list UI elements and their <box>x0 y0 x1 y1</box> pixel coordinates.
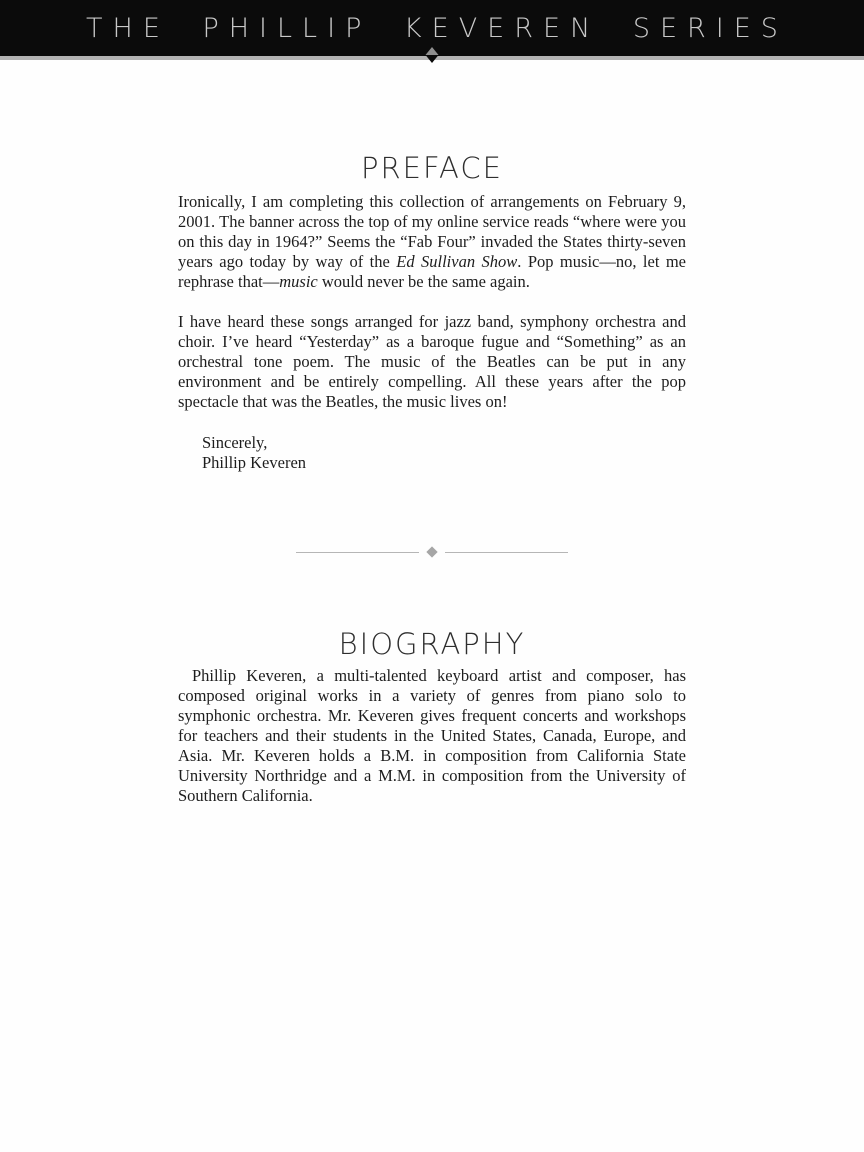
series-title: THE PHILLIP KEVEREN SERIES <box>86 12 788 44</box>
signature-block <box>202 433 686 473</box>
text-run: . Pop music—no, let me rephrase that— <box>178 252 686 291</box>
signature-closing: Sincerely, <box>202 433 268 452</box>
divider-line-left <box>296 552 419 553</box>
biography-paragraph: Phillip Keveren, a multi-talented keyboard artist and composer, has composed original works in a variety of genres from piano solo to symphonic orchestra. Mr. Keveren gives frequent concerts and workshops for teachers and their students in the United States, Canada, Europe, and Asia. Mr. Keveren holds a B.M. in composition from California State University Northridge and a M.M. in composition from the University of Southern California. <box>178 666 686 805</box>
header-diamond-icon <box>425 47 439 63</box>
divider-diamond-icon <box>426 546 437 557</box>
biography-heading: BIOGRAPHY <box>338 627 526 661</box>
divider-line-right <box>445 552 568 553</box>
text-run: Ironically, I am completing this collection of arrangements on February 9, 2001. The banner across the top of my online service reads “where were you on this day in 1964?” Seems the “Fab Four” invaded the States thirty-seven years ago today by way of the <box>178 192 686 271</box>
preface-paragraph-1 <box>178 192 686 292</box>
signature-name: Phillip Keveren <box>202 453 307 472</box>
preface-paragraph-2: I have heard these songs arranged for jazz band, symphony orchestra and choir. I’ve heard “Yesterday” as a baroque fugue and “Something” as an orchestral tone poem. The music of the Beatles can be put in any environment and be entirely compelling. All these years after the pop spectacle that was the Beatles, the music lives on! <box>178 312 686 411</box>
text-run: would never be the same again. <box>317 272 530 291</box>
italic-run-music: music <box>279 272 318 291</box>
section-divider <box>296 546 568 558</box>
italic-run-ed-sullivan-show: Ed Sullivan Show <box>396 252 518 271</box>
page-content <box>178 60 686 806</box>
preface-heading: PREFACE <box>361 151 503 185</box>
